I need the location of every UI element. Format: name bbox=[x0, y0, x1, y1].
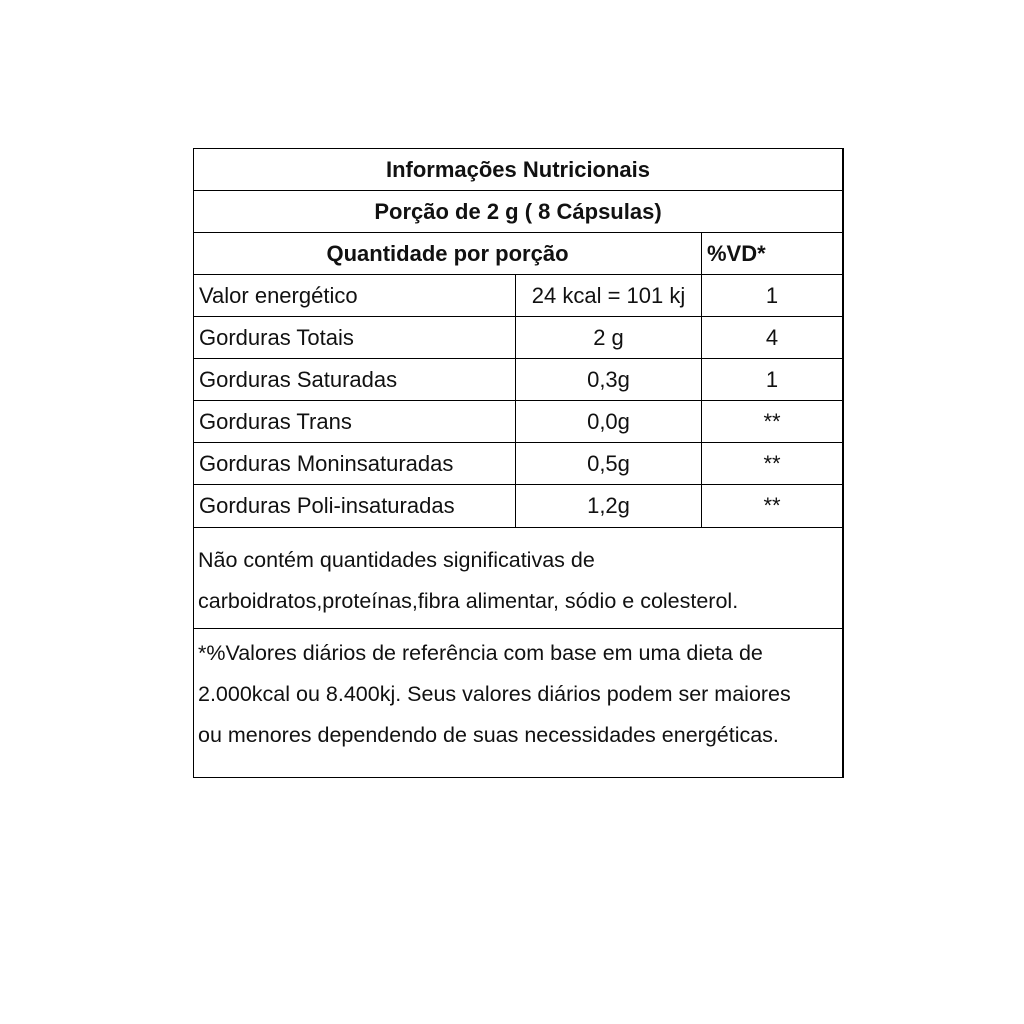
vd-header: %VD* bbox=[701, 233, 842, 274]
footnote-line: *%Valores diários de referência com base em uma dieta de bbox=[198, 641, 763, 665]
note-line: carboidratos,proteínas,fibra alimentar, sódio e colesterol. bbox=[198, 589, 739, 613]
nutrient-vd: 1 bbox=[701, 275, 842, 316]
nutrient-name: Gorduras Trans bbox=[199, 408, 352, 434]
nutrient-vd: ** bbox=[701, 401, 842, 442]
nutrient-amount: 1,2g bbox=[515, 485, 701, 527]
portion-label: Porção de 2 g ( 8 Cápsulas) bbox=[374, 198, 662, 224]
table-row bbox=[194, 317, 842, 359]
nutrient-vd: ** bbox=[701, 485, 842, 527]
nutrient-amount: 0,5g bbox=[515, 443, 701, 484]
nutrient-vd: 1 bbox=[701, 359, 842, 400]
nutrient-name: Gorduras Moninsaturadas bbox=[199, 450, 454, 476]
nutrient-name: Gorduras Saturadas bbox=[199, 366, 398, 392]
quantity-header: Quantidade por porção bbox=[326, 240, 569, 266]
nutrient-vd: ** bbox=[701, 443, 842, 484]
nutrient-amount: 0,0g bbox=[515, 401, 701, 442]
nutrient-amount: 2 g bbox=[515, 317, 701, 358]
table-row bbox=[194, 401, 842, 443]
insignificant-nutrients-note bbox=[194, 528, 842, 629]
daily-values-footnote bbox=[194, 629, 842, 777]
nutrient-amount: 0,3g bbox=[515, 359, 701, 400]
table-row bbox=[194, 443, 842, 485]
table-row bbox=[194, 485, 842, 528]
table-title-row bbox=[194, 149, 842, 191]
column-header-row bbox=[194, 233, 842, 275]
footnote-line: 2.000kcal ou 8.400kj. Seus valores diários podem ser maiores bbox=[198, 682, 791, 706]
portion-row bbox=[194, 191, 842, 233]
table-title: Informações Nutricionais bbox=[385, 156, 651, 182]
nutrient-vd: 4 bbox=[701, 317, 842, 358]
nutrient-name: Valor energético bbox=[199, 282, 358, 308]
table-row bbox=[194, 359, 842, 401]
nutrient-amount: 24 kcal = 101 kj bbox=[515, 275, 701, 316]
nutrient-name: Gorduras Poli-insaturadas bbox=[199, 493, 455, 518]
nutrition-facts-table bbox=[193, 148, 844, 778]
note-line: Não contém quantidades significativas de bbox=[198, 548, 595, 572]
footnote-line: ou menores dependendo de suas necessidades energéticas. bbox=[198, 723, 779, 747]
nutrient-name: Gorduras Totais bbox=[199, 324, 354, 350]
table-row bbox=[194, 275, 842, 317]
